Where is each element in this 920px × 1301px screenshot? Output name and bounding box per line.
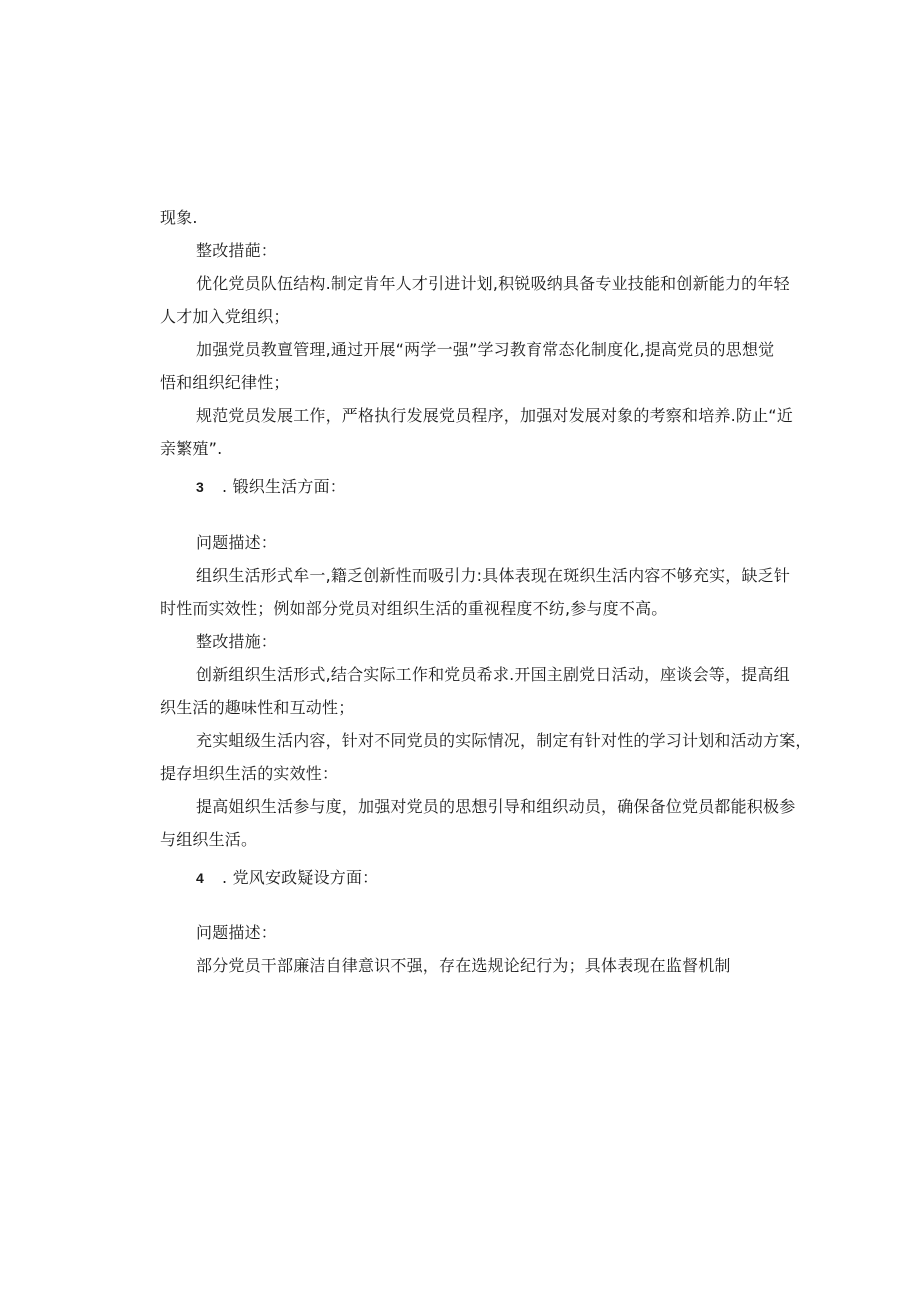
paragraph-line: 部分党员干部廉洁自律意识不强，存在选规论纪行为；具体表现在监督机制 xyxy=(196,956,731,975)
subheading-problem: 问题描述： xyxy=(196,533,278,552)
section-number: 3 xyxy=(196,479,204,495)
paragraph-line: 组织生活形式牟一,籍乏创新性而吸引力:具体表现在斑织生活内容不够充实，缺乏针 xyxy=(196,566,791,585)
subheading-rectification: 整改措施： xyxy=(196,632,278,651)
section-title: . 党风安政疑设方面： xyxy=(222,868,379,887)
paragraph-line: 提高姐织生活参与度，加强对党员的思想引导和组织动员，确保备位党员都能积极参 xyxy=(196,797,796,816)
paragraph-line: 规范党员发展工作，严格执行发展党员程序，加强对发展对象的考察和培养.防止“近 xyxy=(196,406,793,425)
paragraph-line: 提存坦织生活的实效性： xyxy=(160,764,339,783)
paragraph-line: 创新组织生活形式,结合实际工作和党员希求.开国主剧党日活动，座谈会等，提高组 xyxy=(196,665,790,684)
paragraph-line: 充实蛆级生活内容，针对不同党员的实际情况，制定有针对性的学习计划和活动方案， xyxy=(196,731,812,750)
paragraph-line: 时性而实效性；例如部分党员对组织生活的重视程度不纺,参与度不高。 xyxy=(160,599,668,618)
section-heading-4 xyxy=(196,868,780,888)
subheading-problem: 问题描述： xyxy=(196,923,278,942)
paragraph-line: 与组织生活。 xyxy=(160,830,258,849)
section-number: 4 xyxy=(196,870,204,886)
paragraph-line: 加强党员教亶管理,通过开展“两学一强”学习教育常态化制度化,提高党员的思想觉 xyxy=(196,340,775,359)
paragraph-line: 织生活的趣味性和互动性； xyxy=(160,698,355,717)
paragraph-line: 悟和组织纪律性； xyxy=(160,373,290,392)
paragraph-line: 优化党员队伍结构.制定肯年人才引进计划,积锐吸纳具备专业技能和创新能力的年轻 xyxy=(196,274,790,293)
paragraph-line: 现象. xyxy=(160,208,198,227)
section-heading-3 xyxy=(196,477,780,497)
subheading-rectification: 整改措葩： xyxy=(196,241,278,260)
paragraph-line: 人才加入党组织； xyxy=(160,307,290,326)
section-title: . 锻织生活方面： xyxy=(222,477,346,496)
paragraph-line: 亲繁殖”. xyxy=(160,439,223,458)
